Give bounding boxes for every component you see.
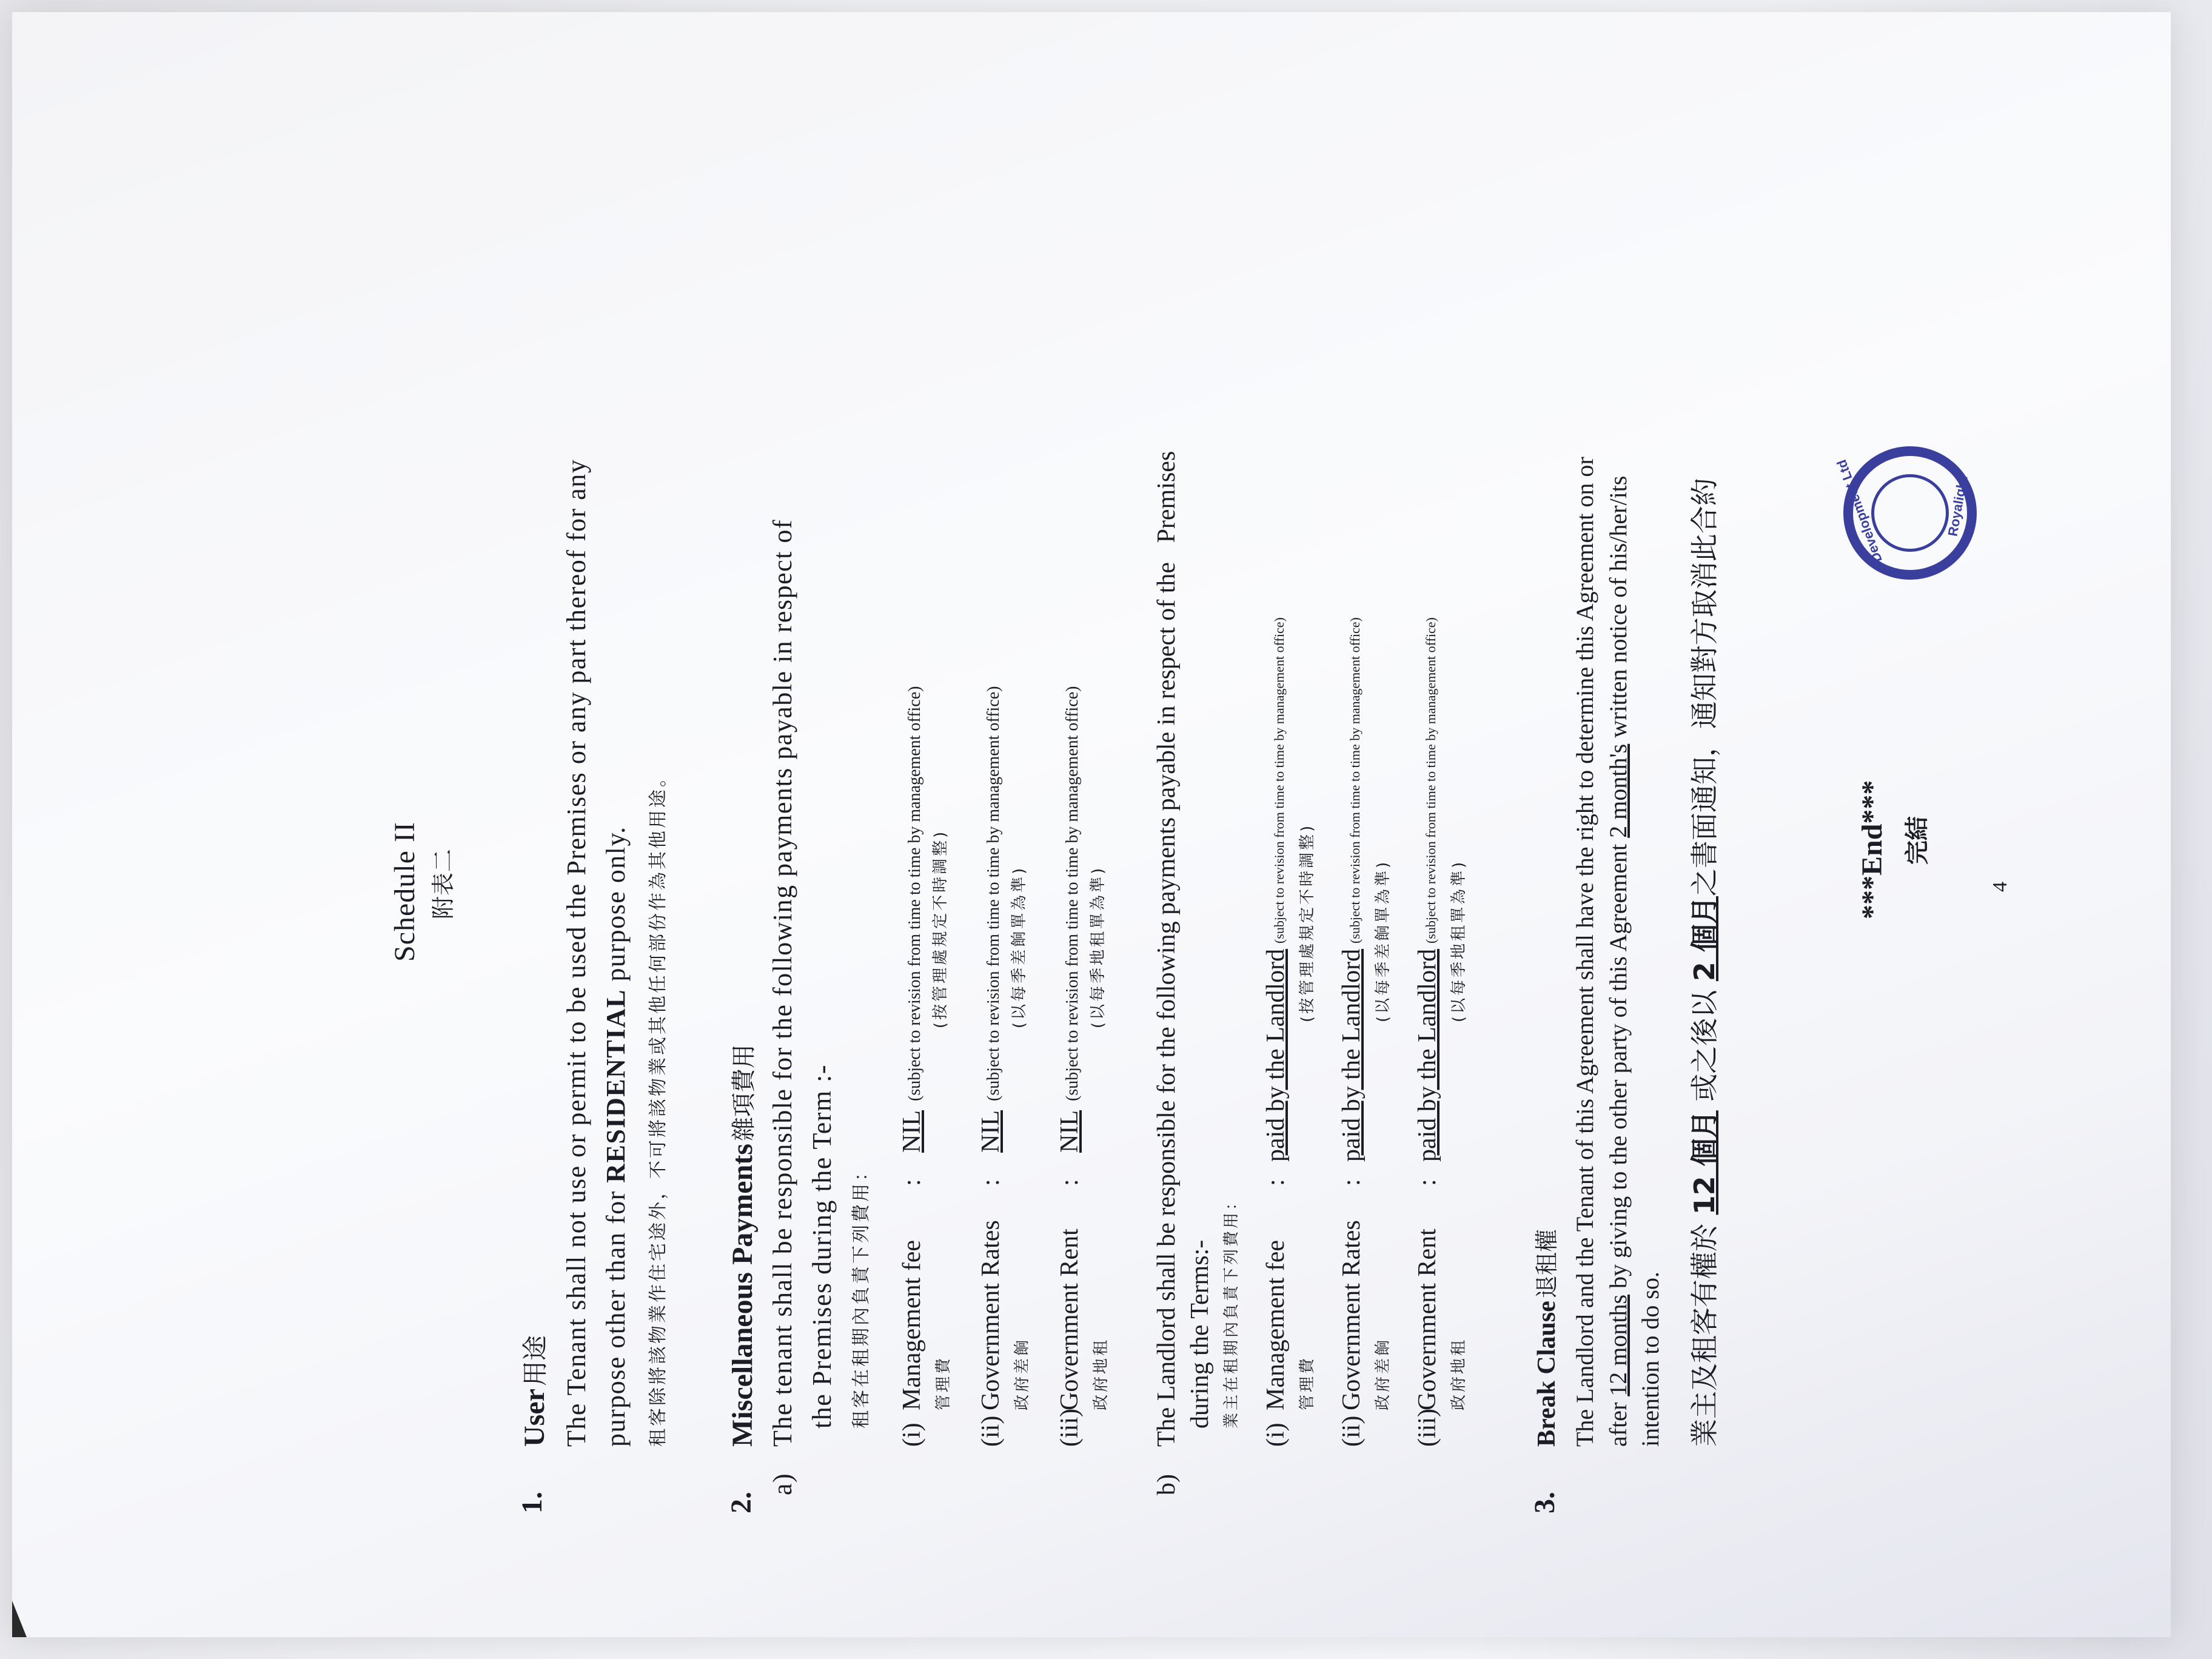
item-note: (subject to revision from time to time by management office) (1423, 617, 1438, 943)
section-2a-item-3-note-zh: (以每季地租單為準) (1089, 865, 1107, 1028)
section-3-notice-period: 2 month's (1604, 743, 1632, 838)
item-label: Management fee (1262, 1239, 1290, 1410)
section-2a-item-2-label-zh: 政府差餉 (1013, 1337, 1031, 1410)
section-2a-item-1-label-zh: 管理費 (934, 1355, 953, 1410)
section-3-zh-e: 之書面通知，通知對方取消此合約 (1688, 478, 1721, 897)
section-1-line-2 (600, 826, 631, 1447)
section-2-heading (725, 1044, 759, 1447)
seal-text-top: Development Ltd (1834, 457, 1885, 565)
item-label: Government Rent (1056, 1228, 1084, 1410)
section-3-zh-months: 12 個月 (1688, 1110, 1721, 1215)
item-label: Government Rates (977, 1220, 1005, 1410)
section-2a-item-1 (897, 686, 927, 1447)
section-3-line-2-c: by giving to the other party of this Agreement (1604, 837, 1632, 1295)
section-3-zh-c: 或之後以 (1688, 981, 1721, 1111)
section-3-title-zh: 退租權 (1533, 1229, 1560, 1299)
section-2a-item-3-label-zh: 政府地租 (1092, 1337, 1110, 1410)
section-2b-line-1: The Landlord shall be responsible for the following payments payable in respect of the Premises (1153, 451, 1181, 1447)
section-2a-label: a) (768, 1472, 797, 1495)
item-number: (ii) (1338, 1415, 1366, 1447)
section-2a-line-1: The tenant shall be responsible for the following payments payable in respect of (768, 518, 797, 1447)
section-2-title-zh: 雜項費用 (730, 1044, 758, 1142)
item-value: paid by the Landlord (1338, 948, 1366, 1162)
item-value: NIL (1056, 1110, 1084, 1153)
section-2b-item-3 (1413, 617, 1442, 1447)
section-2b-item-3-note-zh: (以每季地租單為準) (1450, 859, 1468, 1022)
section-1-line-1: The Tenant shall not use or permit to be used the Premises or any part thereof for any (561, 458, 591, 1447)
item-label: Government Rent (1413, 1228, 1441, 1410)
item-number: (iii) (1413, 1409, 1441, 1447)
section-2-title: Miscellaneous Payments (726, 1144, 759, 1447)
item-value: paid by the Landlord (1413, 948, 1441, 1162)
page-number: 4 (1989, 882, 2011, 892)
section-3-title: Break Clause (1533, 1301, 1561, 1447)
section-2a-zh: 租客在租期內負責下列費用： (851, 1161, 872, 1429)
item-number: (i) (1262, 1423, 1290, 1447)
section-2b-item-1 (1261, 617, 1290, 1447)
item-separator: : (977, 1179, 1005, 1186)
section-1-title: User (518, 1389, 551, 1447)
item-note: (subject to revision from time to time by management office) (905, 686, 924, 1101)
section-2a-line-2: the Premises during the Term :- (807, 1064, 837, 1429)
section-3-zh (1683, 478, 1723, 1447)
section-2a-item-2 (976, 686, 1005, 1447)
section-3-line-2 (1604, 476, 1632, 1447)
section-1-heading (515, 1335, 552, 1447)
section-3-line-2-a: after (1604, 1396, 1632, 1447)
section-2a-item-2-note-zh: (以每季差餉單為準) (1010, 865, 1028, 1028)
end-marker: ***End*** (1856, 780, 1888, 919)
section-2b-item-2 (1337, 617, 1366, 1447)
section-3-line-3: intention to do so. (1637, 1272, 1664, 1447)
section-3-line-2-e: written notice of his/her/its (1604, 475, 1632, 744)
section-1-line-2-c: purpose only. (601, 826, 631, 989)
section-3-line-1: The Landlord and the Tenant of this Agreement shall have the right to determine this Agreement on or (1571, 457, 1598, 1447)
section-2b-item-2-label-zh: 政府差餉 (1374, 1337, 1392, 1410)
section-1-zh: 租客除將該物業作住宅途外，不可將該物業或其他任何部份作為其他用途。 (648, 766, 669, 1447)
section-2b-item-1-label-zh: 管理費 (1298, 1355, 1316, 1410)
section-1-number: 1. (516, 1492, 548, 1513)
item-note: (subject to revision from time to time by management office) (1063, 686, 1082, 1101)
item-separator: : (898, 1179, 926, 1186)
section-2b-line-2: during the Terms:- (1186, 1239, 1214, 1429)
section-2b-item-2-note-zh: (以每季差餉單為準) (1374, 859, 1392, 1022)
item-number: (ii) (977, 1415, 1005, 1447)
section-3-months: 12 months (1604, 1294, 1632, 1396)
section-2a-item-3 (1055, 686, 1084, 1447)
item-separator: : (1413, 1179, 1441, 1186)
item-separator: : (1338, 1179, 1366, 1186)
section-3-zh-notice: 2 個月 (1688, 896, 1721, 982)
item-note: (subject to revision from time to time by management office) (1272, 617, 1287, 943)
item-separator: : (1056, 1179, 1084, 1186)
item-value: NIL (977, 1110, 1005, 1153)
item-separator: : (1262, 1179, 1290, 1186)
item-number: (i) (898, 1423, 926, 1447)
section-2b-label: b) (1153, 1474, 1181, 1495)
section-3-heading (1528, 1229, 1561, 1447)
seal-text-bottom: Royalight (1945, 475, 1971, 538)
section-1-title-zh: 用途 (520, 1335, 550, 1387)
item-note: (subject to revision from time to time by management office) (984, 686, 1003, 1101)
section-2b-item-1-note-zh: (按管理處規定不時調整) (1298, 823, 1316, 1022)
section-2b-zh: 業主在租期內負責下列費用： (1222, 1191, 1241, 1429)
item-number: (iii) (1056, 1409, 1084, 1447)
schedule-title-zh: 附表二 (430, 848, 457, 919)
item-label: Government Rates (1338, 1220, 1366, 1410)
section-2a-item-1-note-zh: (按管理處規定不時調整) (931, 829, 950, 1028)
item-value: paid by the Landlord (1262, 948, 1290, 1162)
schedule-title: Schedule II (389, 822, 421, 962)
section-2-number: 2. (725, 1492, 757, 1513)
seal-inner-ring (1871, 474, 1949, 552)
item-label: Management fee (898, 1239, 926, 1410)
company-seal (1834, 446, 1977, 580)
section-2b-item-3-label-zh: 政府地租 (1450, 1337, 1468, 1410)
section-3-number: 3. (1529, 1492, 1561, 1513)
section-1-line-2-a: purpose other than for (601, 1182, 631, 1447)
section-3-zh-a: 業主及租客有權於 (1688, 1215, 1721, 1447)
section-1-residential: RESIDENTIAL (601, 989, 631, 1183)
end-marker-zh: 完結 (1903, 816, 1931, 865)
item-value: NIL (898, 1110, 926, 1153)
item-note: (subject to revision from time to time by management office) (1347, 617, 1362, 943)
